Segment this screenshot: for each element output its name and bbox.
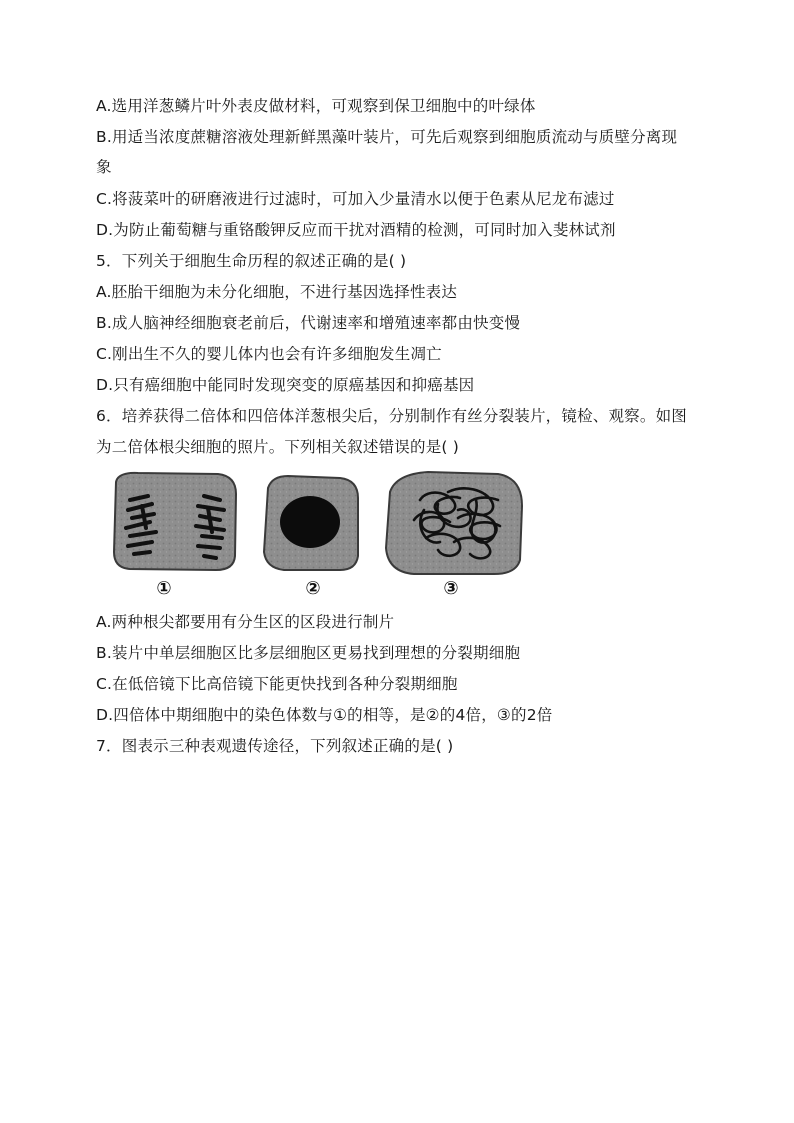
label-2: ② — [305, 578, 321, 599]
q4-option-b-cont: 象 — [96, 158, 112, 176]
q5-option-c: C.刚出生不久的婴儿体内也会有许多细胞发生凋亡 — [96, 345, 442, 363]
label-1: ① — [156, 578, 172, 599]
cell-2-interphase — [264, 476, 358, 570]
q6-stem: 6．培养获得二倍体和四倍体洋葱根尖后，分别制作有丝分裂装片，镜检、观察。如图 — [96, 407, 687, 425]
cell-1-anaphase — [114, 473, 236, 570]
q5-option-b: B.成人脑神经细胞衰老前后，代谢速率和增殖速率都由快变慢 — [96, 314, 521, 332]
root-tip-cells-figure — [108, 470, 528, 600]
q4-option-b: B.用适当浓度蔗糖溶液处理新鲜黑藻叶装片，可先后观察到细胞质流动与质壁分离现 — [96, 128, 678, 146]
q6-stem-cont: 为二倍体根尖细胞的照片。下列相关叙述错误的是( ) — [96, 438, 460, 456]
q4-option-d: D.为防止葡萄糖与重铬酸钾反应而干扰对酒精的检测，可同时加入斐林试剂 — [96, 221, 616, 239]
q5-option-d: D.只有癌细胞中能同时发现突变的原癌基因和抑癌基因 — [96, 376, 475, 394]
q6-option-a: A.两种根尖都要用有分生区的区段进行制片 — [96, 613, 395, 631]
cell-3-prophase — [386, 472, 522, 574]
q4-option-a: A.选用洋葱鳞片叶外表皮做材料，可观察到保卫细胞中的叶绿体 — [96, 97, 536, 115]
q6-option-b: B.装片中单层细胞区比多层细胞区更易找到理想的分裂期细胞 — [96, 644, 521, 662]
q5-stem: 5．下列关于细胞生命历程的叙述正确的是( ) — [96, 252, 407, 270]
q7-stem: 7．图表示三种表观遗传途径，下列叙述正确的是( ) — [96, 737, 454, 755]
q4-option-c: C.将菠菜叶的研磨液进行过滤时，可加入少量清水以便于色素从尼龙布滤过 — [96, 190, 615, 208]
q5-option-a: A.胚胎干细胞为未分化细胞，不进行基因选择性表达 — [96, 283, 458, 301]
label-3: ③ — [443, 578, 459, 599]
q6-option-d: D.四倍体中期细胞中的染色体数与①的相等，是②的4倍，③的2倍 — [96, 706, 553, 724]
cells-photo — [108, 470, 528, 600]
q6-option-c: C.在低倍镜下比高倍镜下能更快找到各种分裂期细胞 — [96, 675, 458, 693]
